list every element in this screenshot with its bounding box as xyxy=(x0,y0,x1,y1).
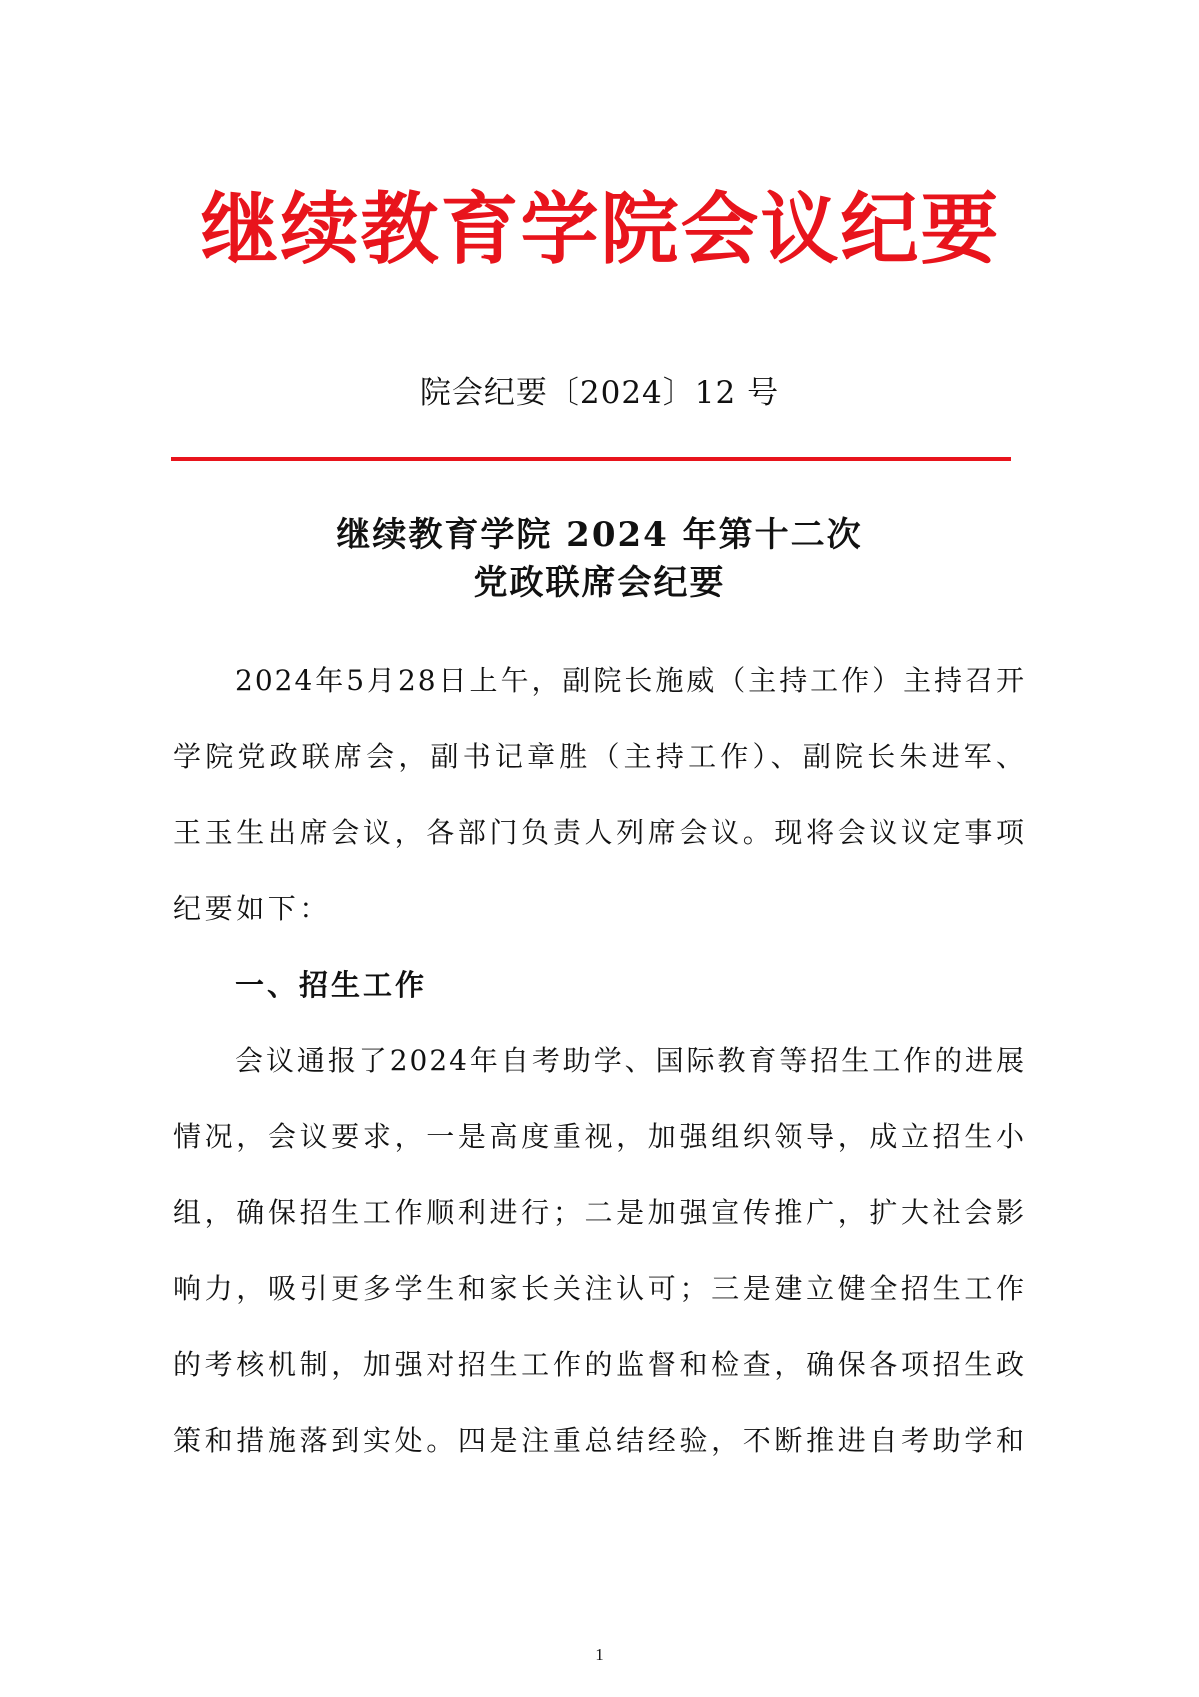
paragraph-line: 响力，吸引更多学生和家长关注认可；三是建立健全招生工作 xyxy=(173,1272,1026,1305)
paragraph-line: 学院党政联席会，副书记章胜（主持工作）、副院长朱进军、 xyxy=(173,740,1026,773)
meeting-title-line: 党政联席会纪要 xyxy=(473,563,726,603)
red-separator-rule xyxy=(171,457,1011,461)
document-body xyxy=(173,643,1026,1479)
paragraph-line: 组，确保招生工作顺利进行；二是加强宣传推广，扩大社会影 xyxy=(173,1196,1026,1229)
page-number: 1 xyxy=(595,1645,604,1664)
paragraph-line: 会议通报了2024年自考助学、国际教育等招生工作的进展 xyxy=(235,1044,1026,1077)
masthead-title: 继续教育学院会议纪要 xyxy=(200,184,1001,275)
document-number: 院会纪要〔2024〕12 号 xyxy=(419,375,780,411)
paragraph-line: 策和措施落到实处。四是注重总结经验，不断推进自考助学和 xyxy=(173,1424,1026,1457)
paragraph-line: 情况，会议要求，一是高度重视，加强组织领导，成立招生小 xyxy=(173,1120,1026,1153)
paragraph-line: 的考核机制，加强对招生工作的监督和检查，确保各项招生政 xyxy=(173,1348,1026,1381)
section-enrollment xyxy=(173,947,1026,1479)
meeting-title xyxy=(0,511,1199,607)
intro-paragraph xyxy=(173,643,1026,947)
paragraph-line: 2024年5月28日上午，副院长施威（主持工作）主持召开 xyxy=(235,664,1026,697)
paragraph-line: 纪要如下： xyxy=(173,892,332,925)
meeting-title-line: 继续教育学院 2024 年第十二次 xyxy=(336,515,863,555)
paragraph-line: 王玉生出席会议，各部门负责人列席会议。现将会议议定事项 xyxy=(173,816,1026,849)
section-heading: 一、招生工作 xyxy=(235,968,428,1002)
